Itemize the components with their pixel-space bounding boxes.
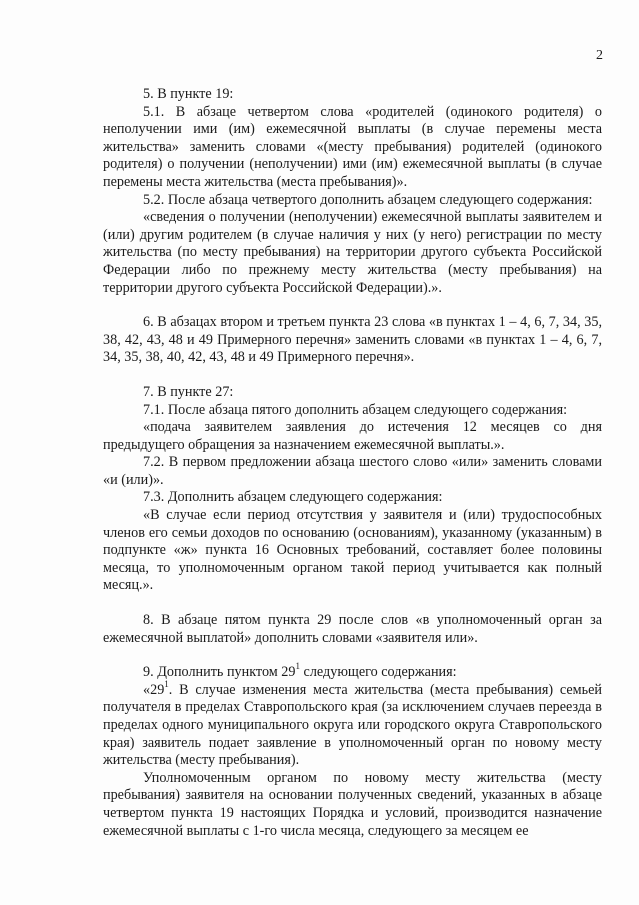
paragraph: 6. В абзацах втором и третьем пункта 23 слова «в пунктах 1 – 4, 6, 7, 34, 35, 38, 42, 43, 48 и 49 Примерного перечня» заменить словами «в пунктах 1 – 4, 6, 7, 34, 35, 38, 40, 42, 43, 48 и 49 Примерного перечня».	[103, 314, 602, 366]
paragraph-text: «29	[143, 681, 165, 698]
paragraph: «сведения о получении (неполучении) ежемесячной выплаты заявителем и (или) другим родителем (в случае наличия у них (у него) регистрации по месту жительства (по месту пребывания) на территории другого субъекта Российской Федерации либо по прежнему месту жительства (месту пребывания) на территории другого субъекта Российской Федерации).».	[103, 209, 602, 296]
paragraph-text: следующего содержания:	[299, 664, 457, 681]
paragraph: Уполномоченным органом по новому месту жительства (месту пребывания) заявителя на основании полученных сведений, указанных в абзаце четвертом пункта 19 настоящих Порядка и условий, производится назначение ежемесячной выплаты с 1-го числа месяца, следующего за месяцем ее	[103, 769, 602, 839]
paragraph-spacer	[103, 647, 602, 664]
paragraph: 7.1. После абзаца пятого дополнить абзацем следующего содержания:	[143, 401, 568, 418]
paragraph: 7.3. Дополнить абзацем следующего содержания:	[143, 489, 443, 506]
paragraph-spacer	[103, 367, 602, 384]
page-number: 2	[596, 48, 603, 63]
paragraph-text: . В случае изменения места жительства (места пребывания) семьей получателя в пределах Ставропольского края (за исключением случаев переезда в пределах одного муниципального округа или городского округа Ставропольского края) заявитель подает заявление в уполномоченный орган по новому месту жительства (месту пребывания).	[103, 681, 602, 769]
document-body	[103, 86, 602, 840]
paragraph: 8. В абзаце пятом пункта 29 после слов «в уполномоченный орган за ежемесячной выплатой» дополнить словами «заявителя или».	[103, 612, 602, 646]
superscript: 1	[295, 661, 300, 672]
paragraph	[103, 679, 602, 770]
paragraph: 7.2. В первом предложении абзаца шестого слово «или» заменить словами «и (или)».	[103, 454, 602, 488]
paragraph: «В случае если период отсутствия у заявителя и (или) трудоспособных членов его семьи доходов по основанию (основаниям), указанному (указанным) в подпункте «ж» пункта 16 Основных требований, составляет более половины месяца, то уполномоченным органом такой период учитывается как полный месяц.».	[103, 507, 602, 594]
paragraph: 5.2. После абзаца четвертого дополнить абзацем следующего содержания:	[143, 191, 593, 208]
superscript: 1	[164, 679, 169, 690]
paragraph: 5.1. В абзаце четвертом слова «родителей (одинокого родителя) о неполучении ими (им) ежемесячной выплаты (в случае перемены места жительства» заменить словами «(месту пребывания) родителей (одинокого родителя) о получении (неполучении) ими (им) ежемесячной выплаты (в случае перемены места жительства (места пребывания)».	[103, 103, 602, 190]
paragraph: «подача заявителем заявления до истечения 12 месяцев со дня предыдущего обращения за назначением ежемесячной выплаты.».	[103, 419, 602, 453]
paragraph-spacer	[103, 297, 602, 314]
paragraph	[103, 661, 602, 682]
paragraph: 5. В пункте 19:	[143, 86, 234, 102]
paragraph-text: 9. Дополнить пунктом 29	[143, 664, 296, 681]
paragraph: 7. В пункте 27:	[143, 383, 234, 400]
paragraph-spacer	[103, 595, 602, 612]
